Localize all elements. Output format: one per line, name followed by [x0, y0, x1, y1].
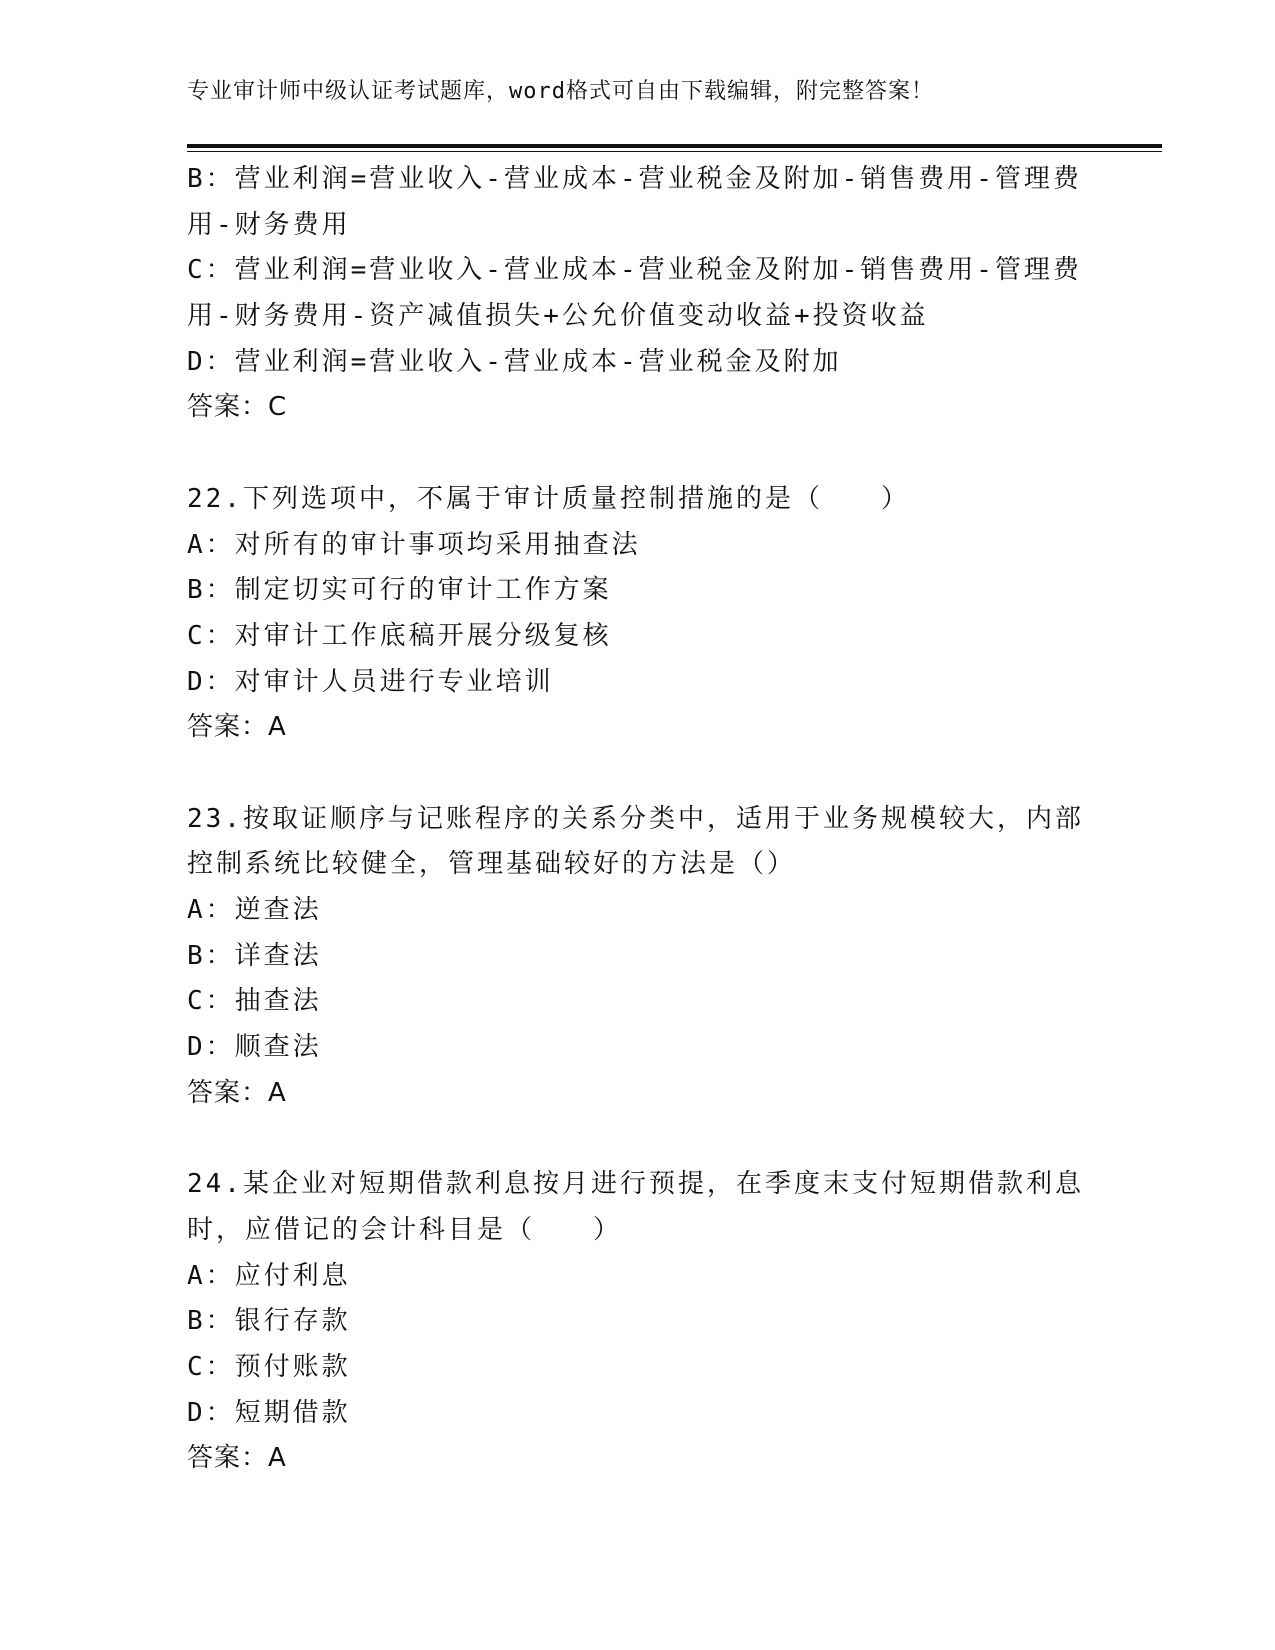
option-b: B：制定切实可行的审计工作方案	[187, 575, 612, 606]
option-b: B：银行存款	[187, 1306, 351, 1337]
option-a: A：应付利息	[187, 1260, 351, 1291]
question-stem-line-1: 23.按取证顺序与记账程序的关系分类中，适用于业务规模较大，内部	[187, 803, 1084, 834]
option-a: A：对所有的审计事项均采用抽查法	[187, 529, 641, 560]
option-c-line-1: C：营业利润=营业收入-营业成本-营业税金及附加-销售费用-管理费	[187, 255, 1082, 286]
question-21	[187, 157, 1087, 431]
option-d: D：对审计人员进行专业培训	[187, 666, 554, 697]
option-d: D：顺查法	[187, 1032, 322, 1063]
answer: 答案：A	[187, 1077, 287, 1108]
spacer	[187, 751, 1087, 797]
option-c: C：预付账款	[187, 1351, 351, 1382]
option-d: D：短期借款	[187, 1397, 351, 1428]
answer: 答案：A	[187, 712, 287, 743]
option-c-line-2: 用-财务费用-资产减值损失+公允价值变动收益+投资收益	[187, 301, 929, 332]
question-23	[187, 797, 1087, 1117]
option-c: C：对审计工作底稿开展分级复核	[187, 620, 612, 651]
question-stem: 22.下列选项中，不属于审计质量控制措施的是（ ）	[187, 483, 910, 514]
question-stem-line-2: 控制系统比较健全，管理基础较好的方法是（）	[187, 849, 797, 880]
option-c: C：抽查法	[187, 986, 322, 1017]
question-24	[187, 1162, 1087, 1482]
option-a: A：逆查法	[187, 895, 322, 925]
question-list	[187, 157, 1087, 1482]
spacer	[187, 431, 1087, 477]
option-b: B：详查法	[187, 940, 322, 971]
answer: 答案：A	[187, 1443, 287, 1474]
question-22	[187, 477, 1087, 751]
question-stem-line-1: 24.某企业对短期借款利息按月进行预提，在季度末支付短期借款利息	[187, 1169, 1084, 1200]
document-header: 专业审计师中级认证考试题库，word格式可自由下载编辑，附完整答案！	[187, 79, 934, 104]
option-d: D：营业利润=营业收入-营业成本-营业税金及附加	[187, 346, 842, 377]
answer: 答案：C	[187, 392, 288, 423]
question-stem-line-2: 时，应借记的会计科目是（ ）	[187, 1214, 623, 1245]
spacer	[187, 1116, 1087, 1162]
header-rule-thick	[187, 144, 1162, 148]
option-b-line-2: 用-财务费用	[187, 209, 351, 240]
option-b-line-1: B：营业利润=营业收入-营业成本-营业税金及附加-销售费用-管理费	[187, 164, 1082, 194]
header-rule-thin	[187, 151, 1162, 152]
